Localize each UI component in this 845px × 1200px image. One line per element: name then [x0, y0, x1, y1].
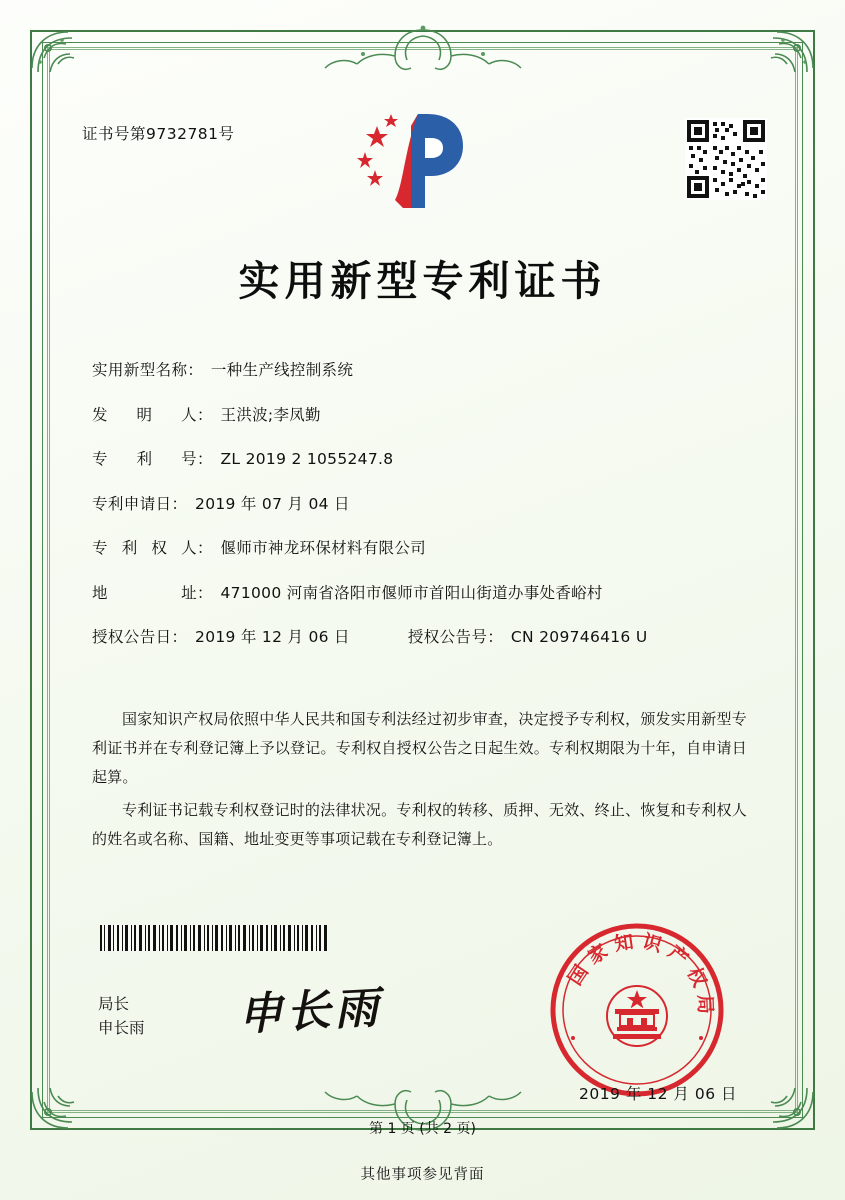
field-label: 专利申请日	[92, 494, 172, 513]
field-row-name	[92, 358, 752, 380]
grant-date-value: 2019 年 12 月 06 日	[195, 628, 350, 646]
grant-number-value: CN 209746416 U	[510, 628, 648, 646]
field-label: 地址	[92, 583, 197, 602]
field-row-patentee	[92, 536, 752, 558]
field-label: 专利权人	[92, 539, 197, 557]
field-label: 专利号	[92, 450, 197, 468]
cnipa-logo-icon	[355, 108, 485, 216]
director-label: 局长	[98, 995, 130, 1013]
field-row-inventor	[92, 403, 752, 425]
field-value: 471000 河南省洛阳市偃师市首阳山街道办事处香峪村	[220, 583, 603, 602]
paragraph: 专利证书记载专利权登记时的法律状况。专利权的转移、质押、无效、终止、恢复和专利权人的姓名或名称、国籍、地址变更等事项记载在专利登记簿上。	[92, 801, 747, 848]
certificate-number: 证书号第9732781号	[82, 125, 235, 143]
page-title: 实用新型专利证书	[238, 257, 607, 305]
field-row-patent-number	[92, 447, 752, 469]
field-label: 发明人	[92, 405, 197, 424]
field-value: ZL 2019 2 1055247.8	[220, 450, 394, 468]
grant-number-colon: ：	[487, 628, 503, 646]
handwritten-signature: 申长雨	[236, 982, 384, 1041]
field-value: 偃师市神龙环保材料有限公司	[220, 539, 426, 557]
director-title	[98, 992, 145, 1040]
field-label: 实用新型名称	[92, 361, 188, 379]
grant-number-label: 授权公告号	[407, 628, 488, 646]
paragraph: 国家知识产权局依照中华人民共和国专利法经过初步审查，决定授予专利权，颁发实用新型专利证书并在专利登记簿上予以登记。专利权自授权公告之日起生效。专利权期限为十年，自申请日起算。	[92, 710, 747, 786]
field-row-grant	[92, 625, 752, 647]
field-value: 一种生产线控制系统	[210, 361, 354, 379]
field-colon: ：	[171, 494, 188, 513]
official-seal-icon	[547, 920, 727, 1100]
seal-date: 2019 年 12 月 06 日	[578, 1085, 737, 1103]
field-colon: ：	[187, 361, 203, 379]
legal-text	[92, 705, 747, 858]
field-row-address	[92, 581, 752, 603]
field-colon: ：	[197, 539, 213, 557]
grant-date-colon: ：	[171, 628, 188, 646]
field-colon: ：	[197, 583, 213, 602]
field-colon: ：	[197, 405, 213, 424]
field-value: 王洪波;李凤勤	[220, 405, 321, 424]
field-list	[92, 358, 752, 670]
qr-code-icon	[685, 118, 767, 200]
field-value: 2019 年 07 月 04 日	[195, 494, 350, 513]
field-colon: ：	[197, 450, 213, 468]
barcode-icon	[100, 925, 328, 951]
page-number: 第 1 页 (共 2 页)	[369, 1121, 476, 1137]
svg-text:国家知识产权局: 国家知识产权局	[564, 929, 717, 1022]
footer-note: 其他事项参见背面	[360, 1167, 485, 1183]
director-name: 申长雨	[98, 1019, 145, 1037]
grant-date-label: 授权公告日	[92, 628, 172, 646]
field-row-application-date	[92, 492, 752, 514]
